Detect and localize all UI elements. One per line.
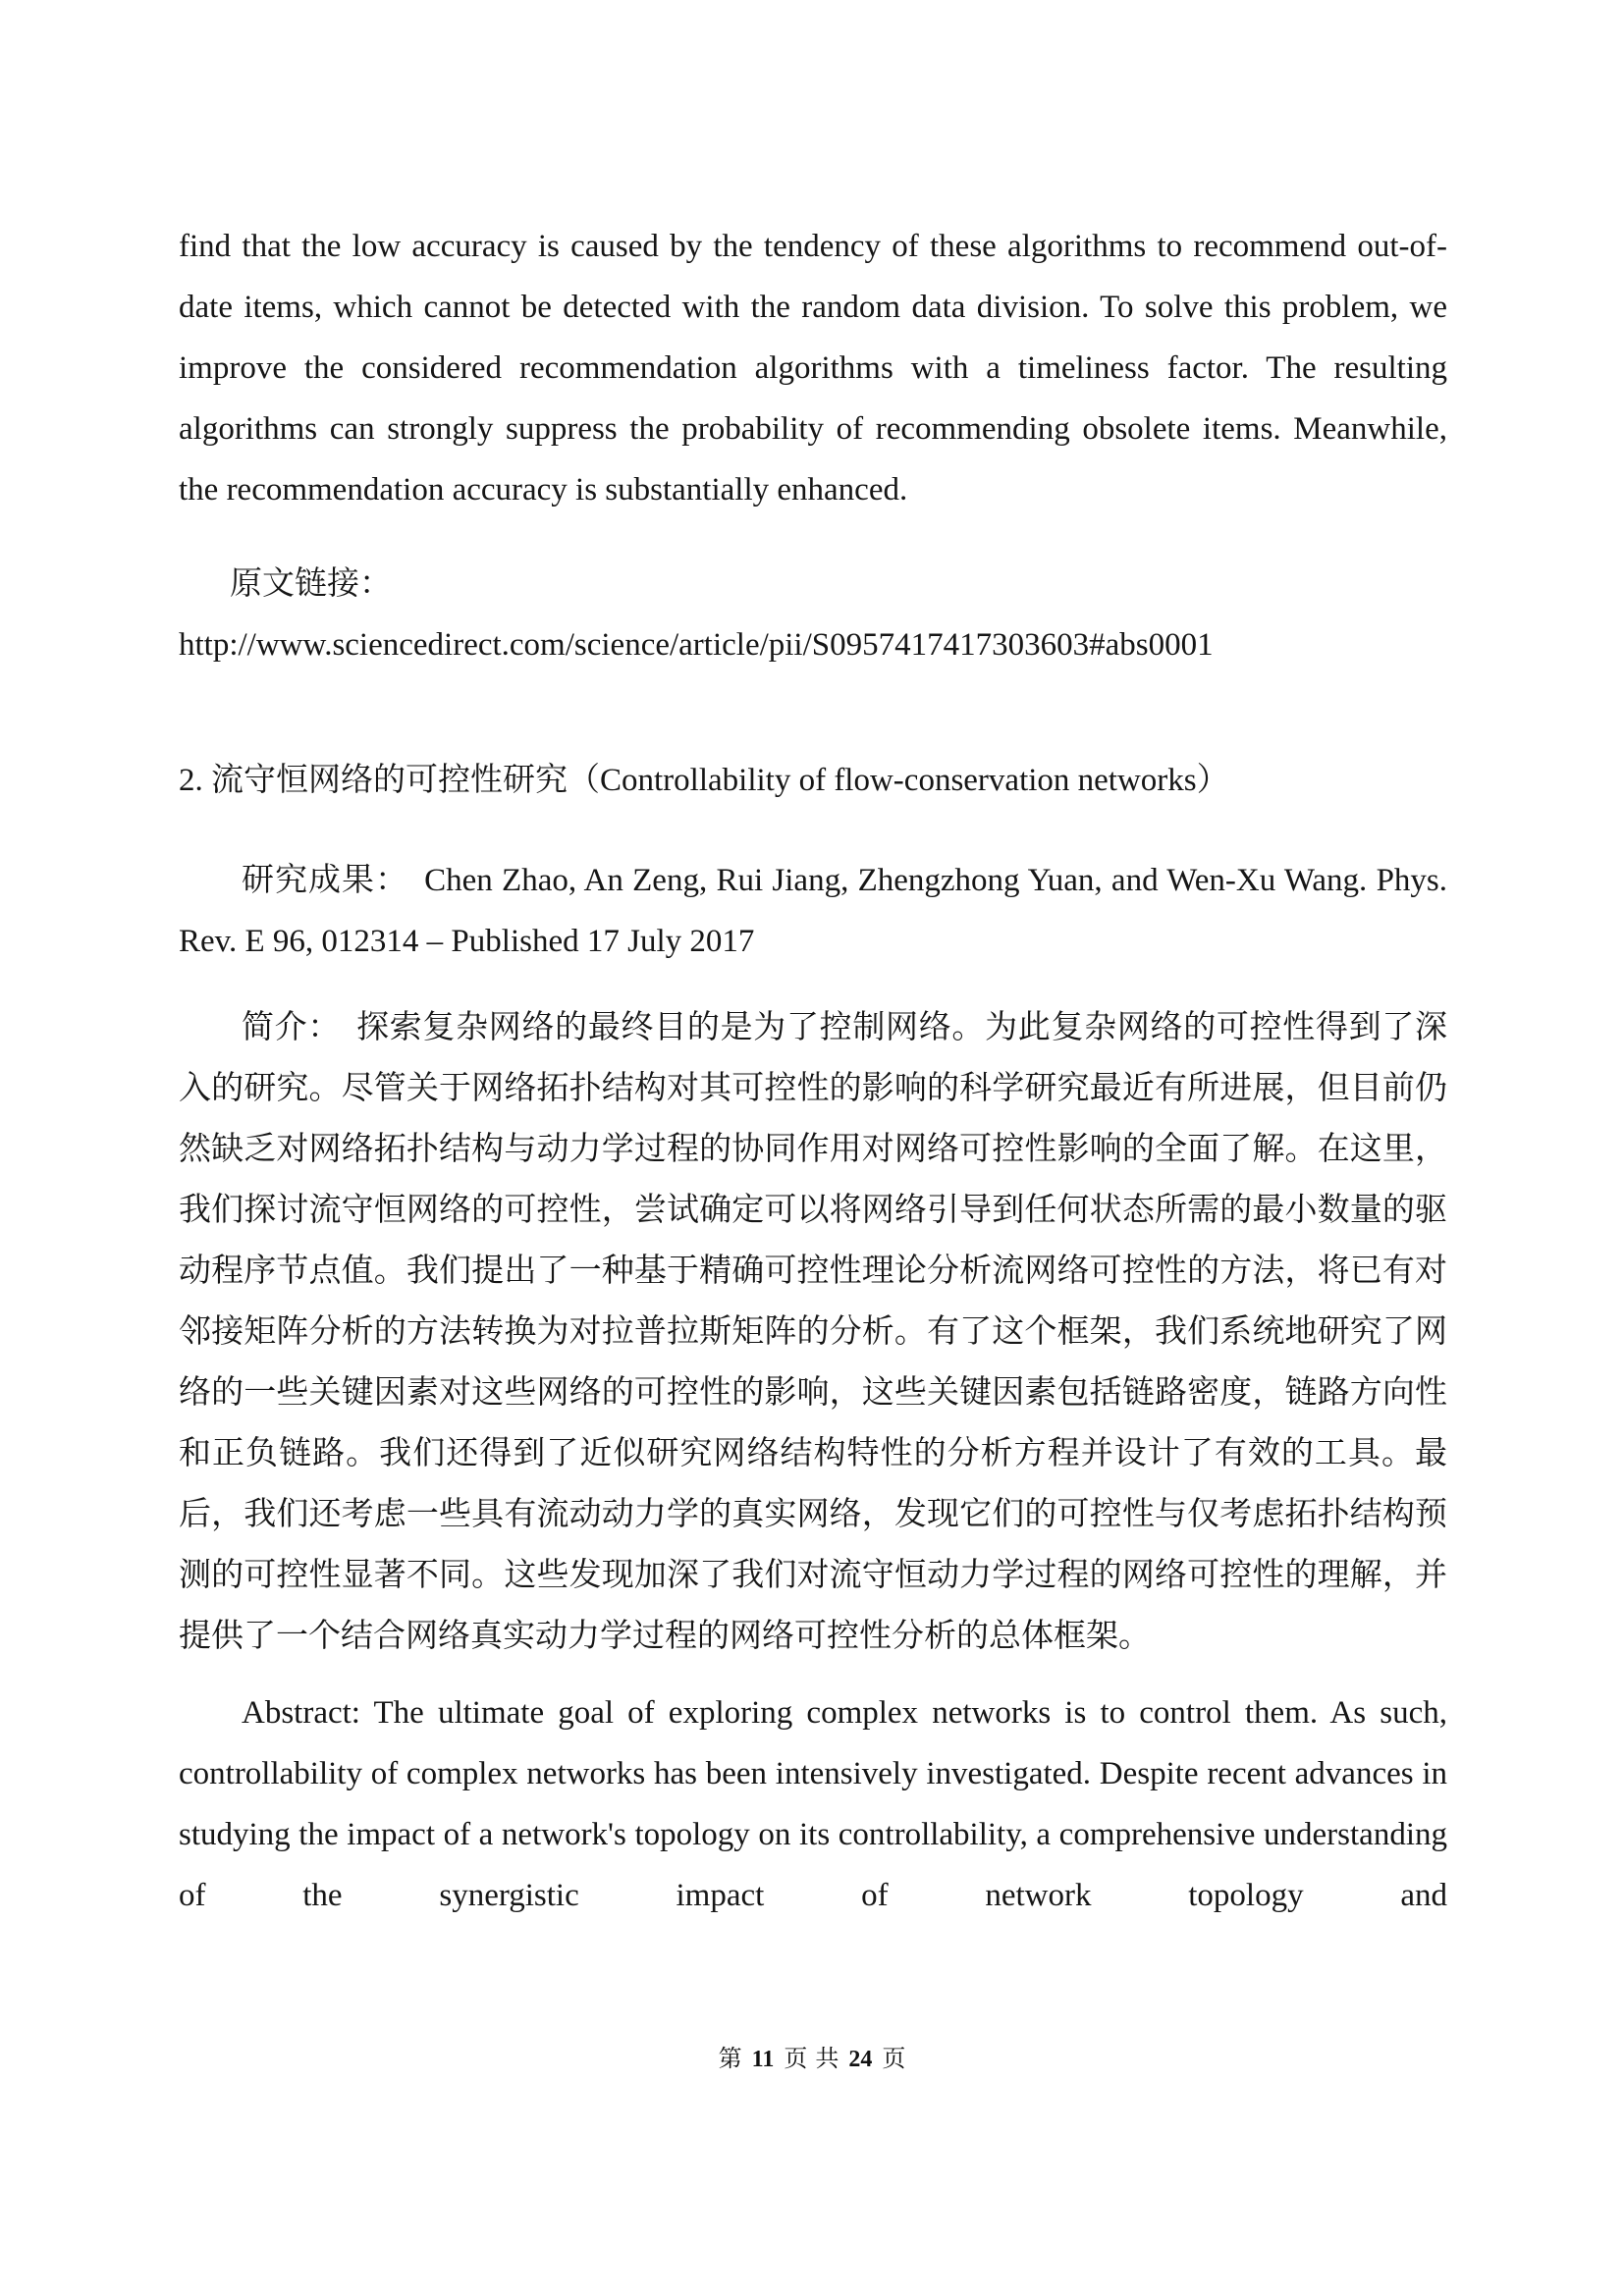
footer-total-label: 页	[882, 2047, 906, 2072]
citation-paragraph	[179, 850, 1447, 972]
intro-text: 探索复杂网络的最终目的是为了控制网络。为此复杂网络的可控性得到了深入的研究。尽管关于网络拓扑结构对其可控性的影响的科学研究最近有所进展，但目前仍然缺乏对网络拓扑结构与动力学过程的协同作用对网络可控性影响的全面了解。在这里，我们探讨流守恒网络的可控性，尝试确定可以将网络引导到任何状态所需的最小数量的驱动程序节点值。我们提出了一种基于精确可控性理论分析流网络可控性的方法，将已有对邻接矩阵分析的方法转换为对拉普拉斯矩阵的分析。有了这个框架，我们系统地研究了网络的一些关键因素对这些网络的可控性的影响，这些关键因素包括链路密度，链路方向性和正负链路。我们还得到了近似研究网络结构特性的分析方程并设计了有效的工具。最后，我们还考虑一些具有流动动力学的真实网络，发现它们的可控性与仅考虑拓扑结构预测的可控性显著不同。这些发现加深了我们对流守恒动力学过程的网络可控性的理解，并提供了一个结合网络真实动力学过程的网络可控性分析的总体框架。	[179, 1010, 1448, 1654]
source-link-label: 原文链接：	[230, 566, 392, 602]
page-footer	[0, 2045, 1624, 2074]
source-link-url: http://www.sciencedirect.com/science/article/pii/S0957417417303603#abs0001	[179, 627, 1214, 663]
citation-text: Chen Zhao, An Zeng, Rui Jiang, Zhengzhong Yuan, and Wen-Xu Wang. Phys. Rev. E 96, 012314 – Published 17 July 2017	[179, 863, 1448, 959]
intro-paragraph	[179, 997, 1447, 1667]
section-heading: 2. 流守恒网络的可控性研究（Controllability of flow-conservation networks）	[179, 763, 1229, 798]
footer-total-prefix: 共	[815, 2047, 839, 2072]
intro-label: 简介：	[242, 1010, 342, 1045]
abstract-paragraph: Abstract: The ultimate goal of exploring complex networks is to control them. As such, controllability of complex networks has been intensively investigated. Despite recent advances in studying the impact of a network's topology on its controllability, a comprehensive understanding of the synergistic impact of network topology and	[179, 1695, 1447, 1913]
source-link-block	[179, 554, 1447, 675]
footer-page-number: 11	[751, 2047, 775, 2072]
footer-page-label: 页	[784, 2047, 808, 2072]
citation-label: 研究成果：	[242, 863, 409, 898]
footer-total-pages: 24	[848, 2047, 873, 2072]
footer-prefix: 第	[718, 2047, 742, 2072]
continuation-paragraph: find that the low accuracy is caused by the tendency of these algorithms to recommend out-of-date items, which cannot be detected with the random data division. To solve this problem, we improve the considered recommendation algorithms with a timeliness factor. The resulting algorithms can strongly suppress the probability of recommending obsolete items. Meanwhile, the recommendation accuracy is substantially enhanced.	[179, 229, 1447, 507]
document-body	[179, 216, 1447, 1926]
